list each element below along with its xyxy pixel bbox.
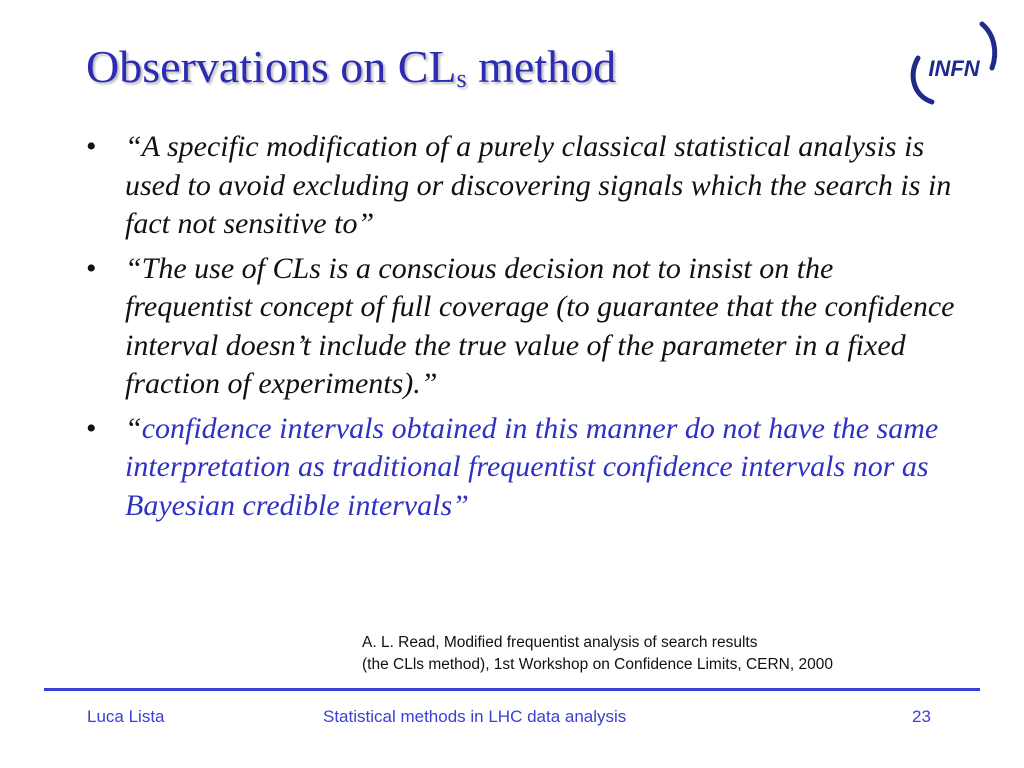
bullet-text: confidence intervals obtained in this manner do not have the same interpretation as traditional frequentist confidence intervals nor as Bayesian credible intervals” [125, 411, 939, 522]
reference-citation [362, 632, 833, 676]
slide-title [86, 40, 616, 94]
logo-text: INFN [928, 56, 980, 81]
reference-line-1: A. L. Read, Modified frequentist analysis of search results [362, 634, 758, 651]
bullet-marker: • [86, 130, 97, 163]
bullet-text: “The use of CLs is a conscious decision not to insist on the frequentist concept of full coverage (to guarantee that the confidence interval doesn’t include the true value of the parameter in a fixed fraction of experiments).” [125, 251, 955, 400]
bullet-text: “A specific modification of a purely classical statistical analysis is used to avoid excluding or discovering signals which the search is in fact not sensitive to” [125, 130, 952, 240]
bullet-open-quote: “ [125, 411, 142, 445]
bullet-item [78, 128, 958, 244]
title-tail: method [466, 41, 617, 92]
bullet-marker: • [86, 251, 97, 285]
reference-line-2: (the CLls method), 1st Workshop on Confidence Limits, CERN, 2000 [362, 656, 833, 673]
bullet-item [78, 250, 958, 404]
footer-talk-title: Statistical methods in LHC data analysis [323, 707, 627, 726]
bullet-list [78, 128, 958, 531]
bullet-marker: • [86, 411, 97, 445]
infn-logo [902, 16, 1000, 108]
footer-divider [44, 688, 980, 691]
bullet-item [78, 410, 958, 526]
title-main: Observations on CL [86, 41, 457, 92]
footer-page-number: 23 [912, 707, 931, 726]
footer-author: Luca Lista [87, 707, 165, 726]
title-subscript: s [456, 64, 467, 93]
